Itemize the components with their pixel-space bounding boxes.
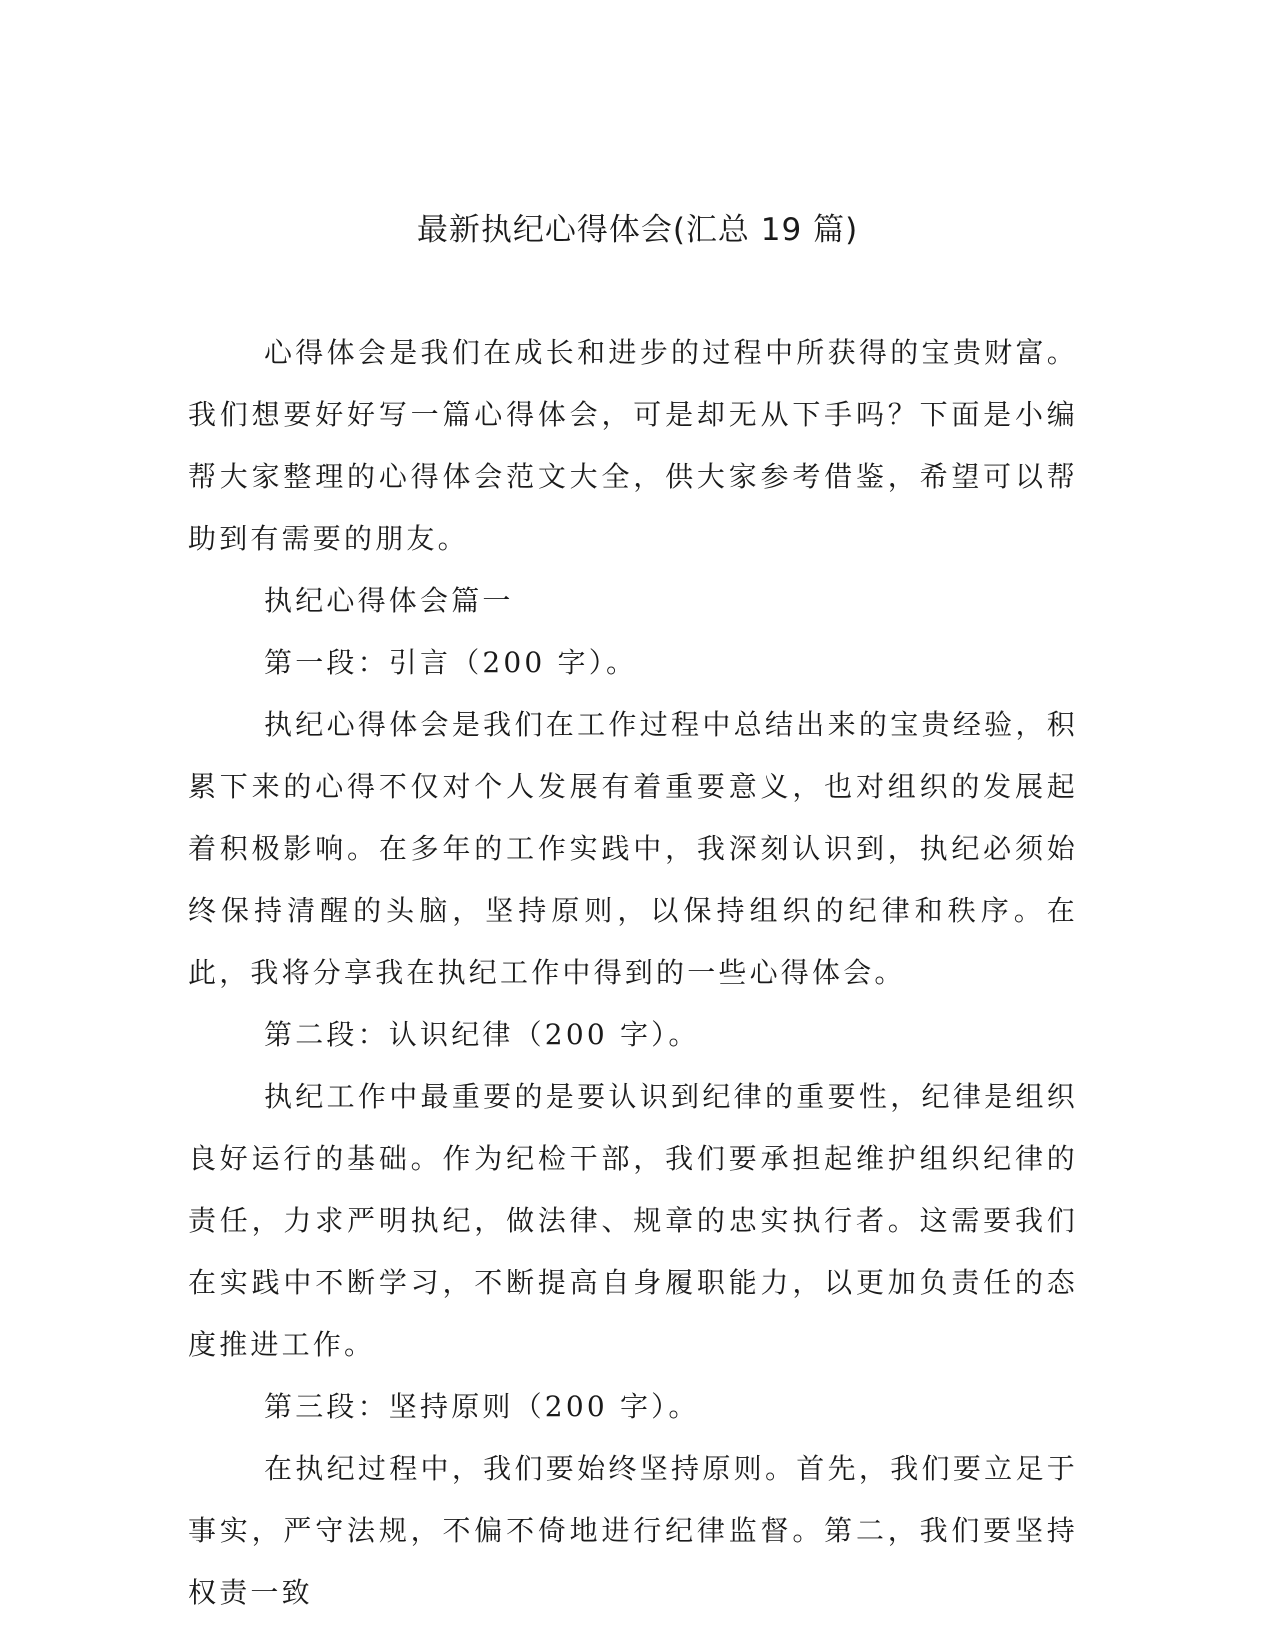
body-paragraph: 执纪心得体会是我们在工作过程中总结出来的宝贵经验，积累下来的心得不仅对个人发展有着重要意义，也对组织的发展起着积极影响。在多年的工作实践中，我深刻认识到，执纪必须始终保持清醒的头脑，坚持原则，以保持组织的纪律和秩序。在此，我将分享我在执纪工作中得到的一些心得体会。 bbox=[188, 708, 1078, 989]
section-heading: 执纪心得体会篇一 bbox=[264, 584, 514, 617]
subsection-heading: 第一段：引言（200 字）。 bbox=[264, 646, 638, 679]
subsection-heading: 第三段：坚持原则（200 字）。 bbox=[264, 1390, 700, 1423]
body-paragraph: 执纪工作中最重要的是要认识到纪律的重要性，纪律是组织良好运行的基础。作为纪检干部，我们要承担起维护组织纪律的责任，力求严明执纪，做法律、规章的忠实执行者。这需要我们在实践中不断学习，不断提高自身履职能力，以更加负责任的态度推进工作。 bbox=[188, 1080, 1078, 1361]
intro-paragraph: 心得体会是我们在成长和进步的过程中所获得的宝贵财富。我们想要好好写一篇心得体会，可是却无从下手吗？下面是小编帮大家整理的心得体会范文大全，供大家参考借鉴，希望可以帮助到有需要的朋友。 bbox=[188, 336, 1078, 555]
body-paragraph: 在执纪过程中，我们要始终坚持原则。首先，我们要立足于事实，严守法规，不偏不倚地进行纪律监督。第二，我们要坚持权责一致 bbox=[188, 1452, 1078, 1609]
subsection-heading: 第二段：认识纪律（200 字）。 bbox=[264, 1018, 700, 1051]
document-body bbox=[188, 322, 1078, 1624]
document-title: 最新执纪心得体会(汇总 19 篇) bbox=[416, 212, 859, 248]
